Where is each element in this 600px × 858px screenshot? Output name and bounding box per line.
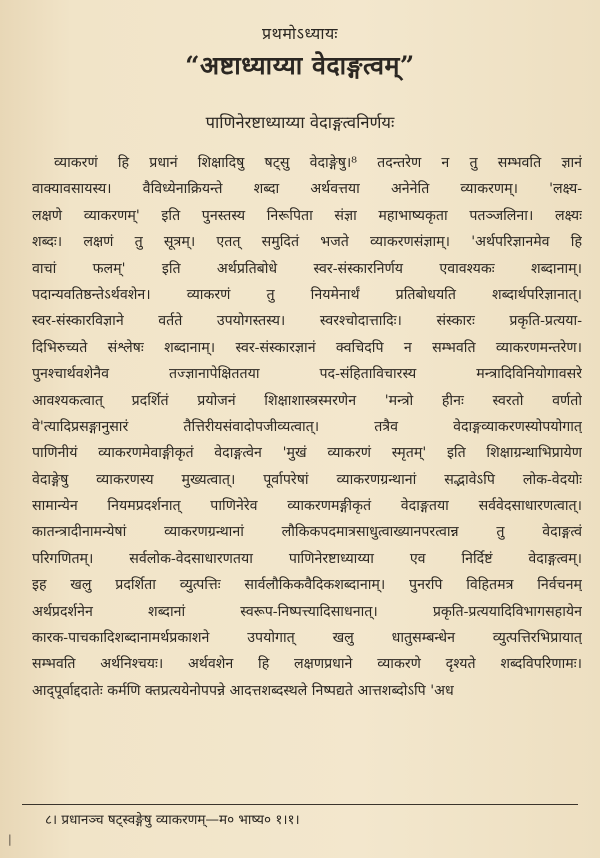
text-line: वाचां फलम्' इति अर्थप्रतिबोधे स्वर-संस्कारनिर्णय एवावश्यकः शब्दानाम्। — [32, 260, 582, 277]
text-line: पदान्यवतिष्ठन्तेऽर्थवशेन। व्याकरणं तु नियमेनार्थं प्रतिबोधयति शब्दार्थपरिज्ञानात्। — [32, 286, 582, 303]
text-line: वेदाङ्गेषु व्याकरणस्य मुख्यत्वात्। पूर्वापरेषां व्याकरणग्रन्थानां सद्भावेऽपि लोक-वेदयोः — [32, 471, 582, 488]
text-line: कारक-पाचकादिशब्दानामर्थप्रकाशने उपयोगात् खलु धातुसम्बन्धेन व्युत्पत्तिरभिप्रायात् — [32, 630, 582, 647]
text-line: वे'त्यादिप्रसङ्गानुसारं तैत्तिरीयसंवादोपजीव्यत्वात्। तत्रैव वेदाङ्गव्याकरणस्योपयोगात् — [32, 418, 582, 435]
page-title: “अष्टाध्याय्या वेदाङ्गत्वम्” — [185, 51, 415, 80]
body-text — [32, 150, 582, 704]
section-subtitle: पाणिनेरष्टाध्याय्या वेदाङ्गत्वनिर्णयः — [205, 113, 395, 132]
text-line: व्याकरणं हि प्रधानं शिक्षादिषु षट्सु वेदाङ्गेषु।⁸ तदन्तरेण न तु सम्भवति ज्ञानं — [54, 155, 582, 171]
margin-mark: | — [8, 833, 12, 846]
text-line: कातन्त्रादीनामन्येषां व्याकरणग्रन्थानां लौकिकपदमात्रसाधुत्वाख्यानपरत्वान्न तु वेदाङ्गत्वं — [32, 524, 582, 541]
text-line: पाणिनीयं व्याकरणमेवाङ्गीकृतं वेदाङ्गत्वेन 'मुखं व्याकरणं स्मृतम्' इति शिक्षाग्रन्थाभिप्रायेण — [32, 445, 582, 462]
text-line: अर्थप्रदर्शनेन शब्दानां स्वरूप-निष्पत्त्यादिसाधनात्। प्रकृति-प्रत्ययादिविभागसहायेन — [32, 603, 582, 620]
text-line: इह खलु प्रदर्शिता व्युत्पत्तिः सार्वलौकिकवैदिकशब्दानाम्। पुनरपि विहितमत्र निर्वचनम् — [32, 577, 582, 594]
text-line: स्वर-संस्कारविज्ञाने वर्तते उपयोगस्तस्य। स्वरश्चोदात्तादिः। संस्कारः प्रकृति-प्रत्यया- — [32, 313, 582, 330]
text-line: सम्भवति अर्थनिश्चयः। अर्थवशेन हि लक्षणप्रधाने व्याकरणे दृश्यते शब्दविपरिणामः। — [32, 656, 582, 673]
text-line: आद्पूर्वाद्ददातेः कर्मणि क्तप्रत्ययेनोपपन्ने आदत्तशब्दस्थले निष्पद्यते आत्तशब्दोऽपि 'अध — [32, 682, 454, 699]
text-line: दिभिरुच्यते संश्लेषः शब्दानाम्। स्वर-संस्कारज्ञानं क्वचिदपि न सम्भवति व्याकरणमन्तरेण। — [32, 339, 582, 356]
text-line: आवश्यकत्वात् प्रदर्शितं प्रयोजनं शिक्षाशास्त्रस्मरणेन 'मन्त्रो हीनः स्वरतो वर्णतो — [32, 392, 582, 409]
text-line: वाक्यावसायस्य। वैविध्येनाक्रियन्ते शब्दा अर्थवत्तया अनेनेति व्याकरणम्। 'लक्ष्य- — [32, 181, 582, 198]
text-line: शब्दः। लक्षणं तु सूत्रम्। एतत् समुदितं भजते व्याकरणसंज्ञाम्। 'अर्थपरिज्ञानमेव हि — [32, 234, 582, 251]
text-line: परिगणितम्। सर्वलोक-वेदसाधारणतया पाणिनेरष्टाध्याय्या एव निर्दिष्टं वेदाङ्गत्वम्। — [32, 550, 582, 567]
footnote: ८। प्रधानञ्च षट्स्वङ्गेषु व्याकरणम्—म० भाष्य० १।१। — [45, 812, 300, 828]
chapter-heading: प्रथमोऽध्यायः — [262, 24, 338, 43]
footnote-divider — [22, 804, 578, 805]
text-line: सामान्येन नियमप्रदर्शनात् पाणिनेरेव व्याकरणमङ्गीकृतं वेदाङ्गतया सर्ववेदसाधारणत्वात्। — [32, 498, 582, 515]
text-line: लक्षणे व्याकरणम्' इति पुनस्तस्य निरूपिता संज्ञा महाभाष्यकृता पतञ्जलिना। लक्ष्यः — [32, 207, 582, 224]
text-line: पुनश्चार्थवशेनैव तज्ज्ञानापेक्षिततया पद-संहिताविचारस्य मन्त्रादिविनियोगावसरे — [32, 366, 582, 383]
